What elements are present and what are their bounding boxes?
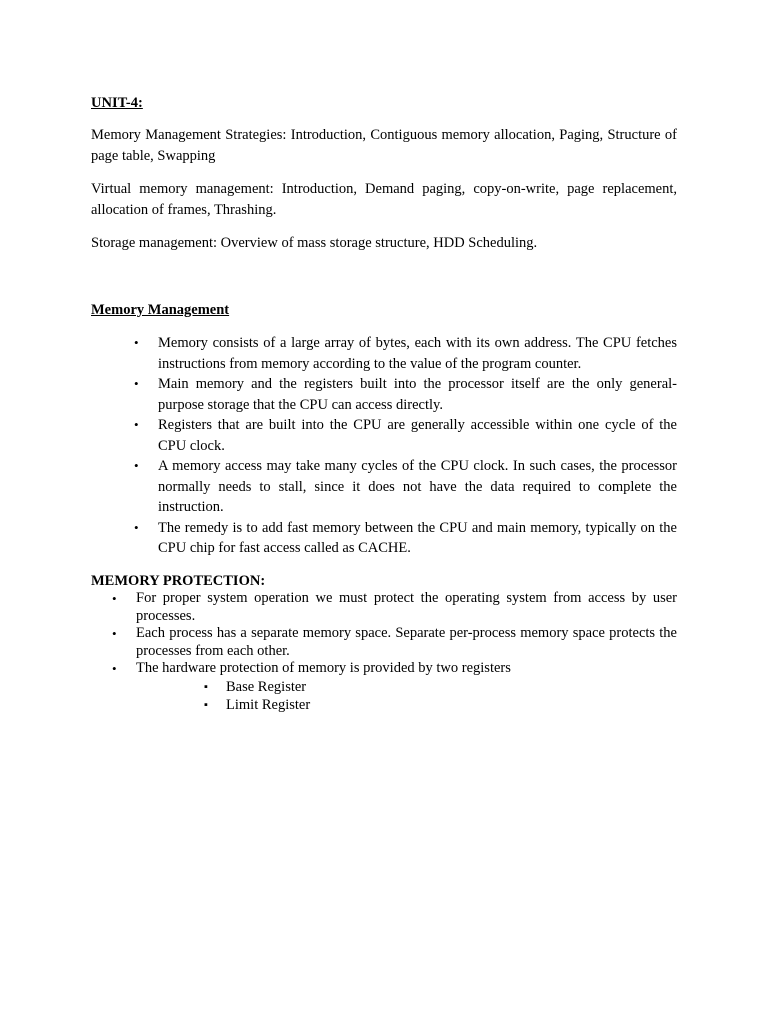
bullet-icon: • [134, 519, 139, 535]
sub-list-item [204, 696, 677, 714]
list-item [134, 374, 677, 415]
syllabus-paragraph-1: Memory Management Strategies: Introduction, Contiguous memory allocation, Paging, Structure of page table, Swapping [91, 127, 677, 164]
memory-management-heading: Memory Management [91, 302, 230, 318]
list-item-text: Each process has a separate memory space. Separate per-process memory space protects the processes from each other. [136, 625, 677, 659]
list-item [112, 660, 677, 714]
list-item-text: A memory access may take many cycles of the CPU clock. In such cases, the processor normally needs to stall, since it does not have the data required to complete the instruction. [158, 458, 677, 515]
sub-list-item [204, 678, 677, 696]
list-item-text: For proper system operation we must protect the operating system from access by user processes. [136, 590, 677, 624]
list-item [134, 518, 677, 559]
syllabus-paragraph-2: Virtual memory management: Introduction, Demand paging, copy-on-write, page replacement, allocation of frames, Thrashing. [91, 181, 677, 218]
bullet-icon: • [134, 458, 139, 473]
bullet-icon: • [134, 335, 139, 350]
sub-list-item-text: Limit Register [226, 696, 311, 713]
bullet-icon: • [112, 661, 117, 676]
list-item [112, 590, 677, 625]
sub-list-item-text: Base Register [226, 678, 307, 695]
list-item [112, 625, 677, 660]
syllabus-paragraph-3: Storage management: Overview of mass storage structure, HDD Scheduling. [91, 235, 538, 251]
list-item-text: The remedy is to add fast memory between the CPU and main memory, typically on the CPU chip for fast access called as CACHE. [158, 519, 677, 556]
list-item [134, 415, 677, 456]
memory-protection-list [112, 590, 677, 714]
registers-sublist [136, 678, 677, 714]
list-item-text: The hardware protection of memory is provided by two registers [136, 660, 511, 676]
bullet-icon: • [134, 376, 139, 391]
list-item-text: Main memory and the registers built into the processor itself are the only general-purpose storage that the CPU can access directly. [158, 376, 677, 413]
square-bullet-icon: ▪ [204, 680, 208, 693]
bullet-icon: • [134, 417, 139, 432]
memory-protection-heading: MEMORY PROTECTION: [91, 573, 266, 589]
square-bullet-icon: ▪ [204, 698, 208, 711]
list-item [134, 456, 677, 518]
bullet-icon: • [112, 591, 117, 606]
list-item-text: Memory consists of a large array of bytes, each with its own address. The CPU fetches instructions from memory according to the value of the program counter. [158, 335, 677, 372]
memory-management-list [134, 333, 677, 559]
list-item-text: Registers that are built into the CPU are generally accessible within one cycle of the CPU clock. [158, 417, 677, 454]
bullet-icon: • [112, 626, 117, 641]
unit-heading: UNIT-4: [91, 95, 143, 111]
list-item [134, 333, 677, 374]
